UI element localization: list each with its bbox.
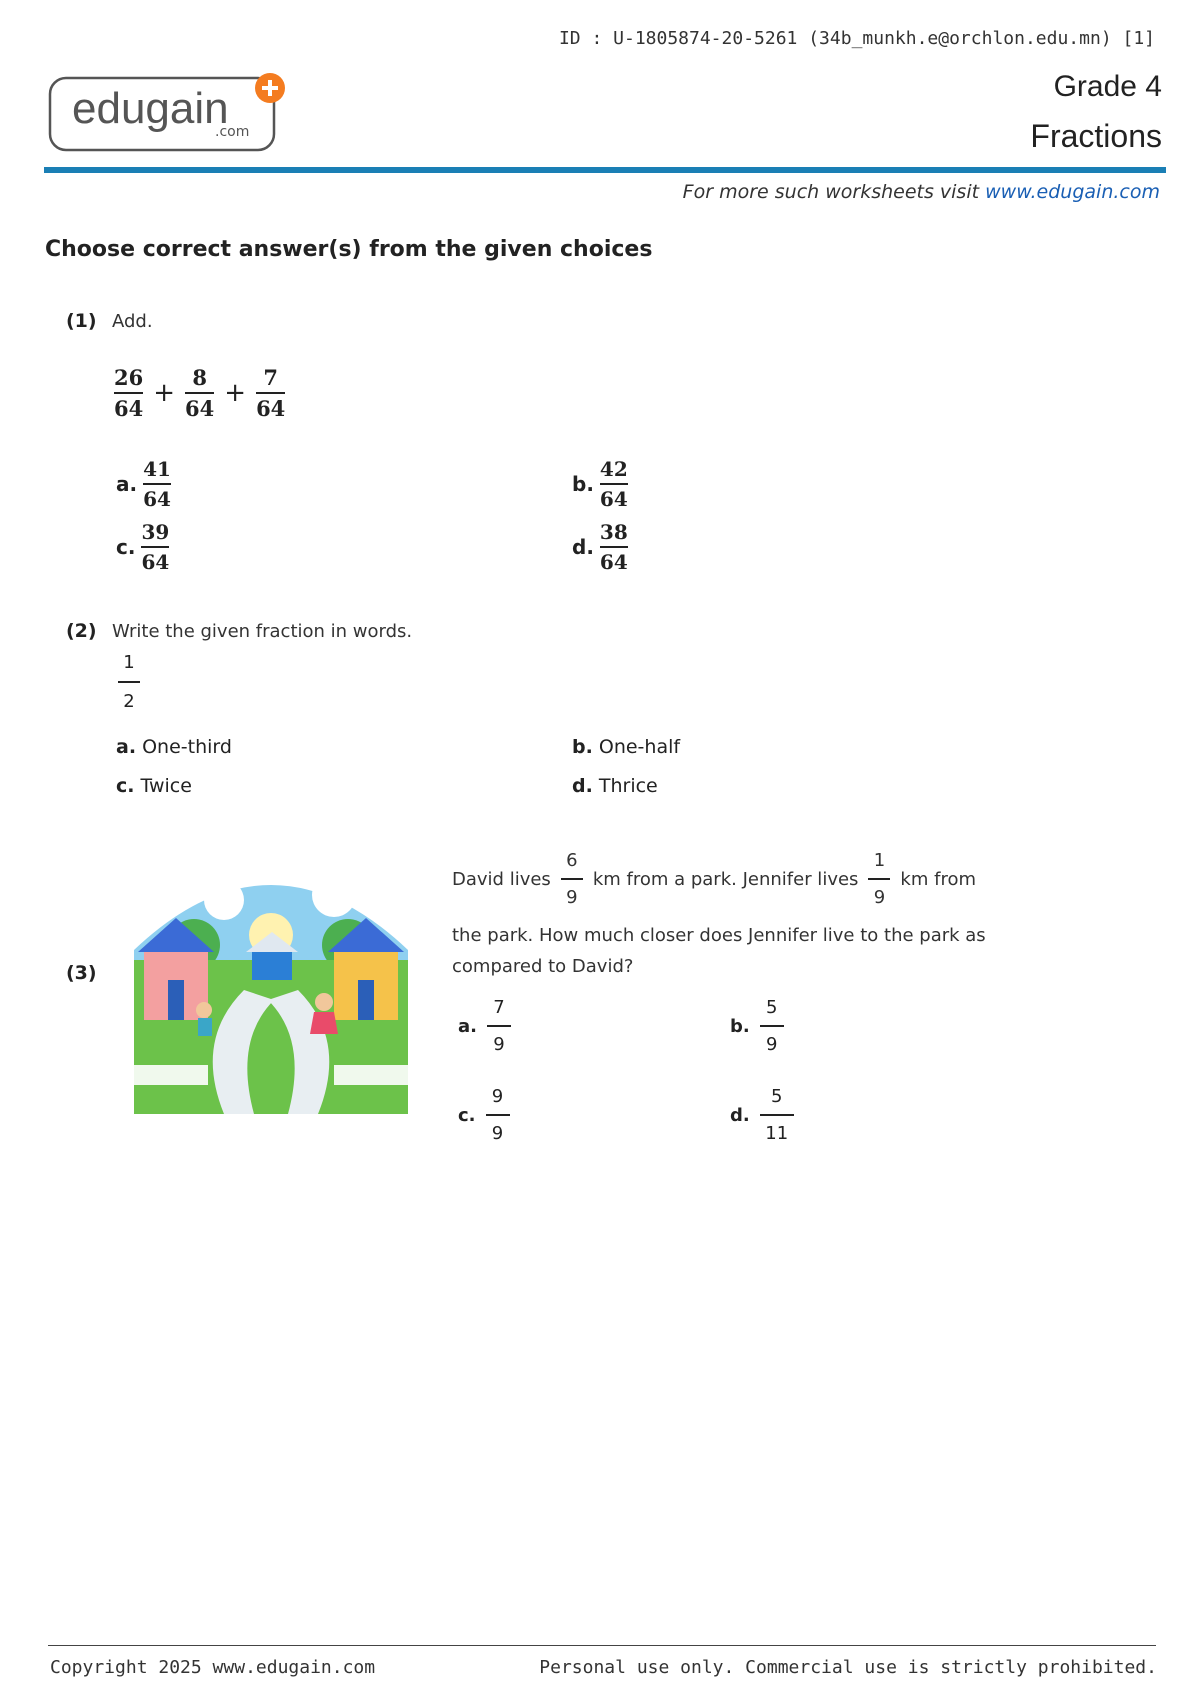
option-a[interactable]: a. $\frac{41}{64}$: [116, 457, 171, 511]
question-prompt: Write the given fraction in words.: [112, 621, 413, 642]
addition-expression: [114, 365, 285, 421]
plus-sign: +: [153, 378, 176, 408]
fraction: $\frac{41}{64}$: [143, 457, 171, 511]
visit-prefix: For more such worksheets visit: [682, 181, 986, 203]
option-c[interactable]: c. $\frac{39}{64}$: [116, 520, 170, 574]
fraction: $\frac{6}{9}$: [561, 850, 583, 908]
option-a[interactable]: a. One-third: [116, 736, 232, 758]
question-prompt: Add.: [112, 311, 153, 332]
worksheet-id: ID : U-1805874-20-5261 (34b_munkh.e@orchlon.edu.mn) [1]: [558, 28, 1155, 49]
plus-sign: +: [224, 378, 247, 408]
footer-notice: Personal use only. Commercial use is strictly prohibited.: [539, 1657, 1157, 1678]
fraction: $\frac{1}{9}$: [868, 850, 890, 908]
visit-line: [683, 181, 1160, 203]
footer-divider: [48, 1645, 1156, 1646]
question-text-line2: the park. How much closer does Jennifer live to the park as: [452, 925, 986, 946]
option-c[interactable]: c. $\frac{9}{9}$: [458, 1086, 510, 1144]
option-b[interactable]: b. One-half: [572, 736, 681, 758]
fraction: $\frac{5}{11}$: [760, 1086, 794, 1144]
fraction: $\frac{42}{64}$: [599, 457, 628, 511]
question-text-line1: David lives $\frac{6}{9}$ km from a park. Jennifer lives $\frac{1}{9}$ km from: [452, 850, 976, 908]
question-number: (3): [66, 962, 97, 984]
option-d[interactable]: d. $\frac{38}{64}$: [572, 520, 628, 574]
option-d[interactable]: d. Thrice: [572, 775, 658, 797]
fraction: $\frac{8}{64}$: [185, 365, 215, 421]
fraction: $\frac{26}{64}$: [114, 365, 144, 421]
park-illustration: [134, 840, 408, 1114]
question-number: (1): [66, 310, 97, 332]
question-number: (2): [66, 620, 97, 642]
question-text-line3: compared to David?: [452, 956, 634, 977]
fraction: $\frac{39}{64}$: [141, 520, 170, 574]
visit-link[interactable]: www.edugain.com: [985, 181, 1160, 203]
option-b[interactable]: b. $\frac{42}{64}$: [572, 457, 628, 511]
edugain-logo[interactable]: [48, 72, 288, 156]
topic-title: Fractions: [1030, 118, 1162, 154]
fraction: $\frac{5}{9}$: [760, 997, 784, 1055]
logo-subtext: .com: [215, 124, 250, 140]
fraction: $\frac{7}{9}$: [487, 997, 511, 1055]
option-c[interactable]: c. Twice: [116, 775, 192, 797]
fraction: 1 2: [118, 652, 140, 712]
grade-title: Grade 4: [1053, 70, 1162, 103]
footer-copyright: Copyright 2025 www.edugain.com: [50, 1657, 376, 1678]
option-a[interactable]: a. $\frac{7}{9}$: [458, 997, 511, 1055]
instructions-heading: Choose correct answer(s) from the given choices: [45, 237, 653, 262]
header-divider: [44, 167, 1166, 173]
option-b[interactable]: b. $\frac{5}{9}$: [730, 997, 784, 1055]
fraction: $\frac{38}{64}$: [599, 520, 628, 574]
logo-text: edugain: [72, 84, 229, 133]
fraction: $\frac{9}{9}$: [486, 1086, 510, 1144]
fraction: $\frac{7}{64}$: [256, 365, 286, 421]
option-d[interactable]: d. $\frac{5}{11}$: [730, 1086, 794, 1144]
